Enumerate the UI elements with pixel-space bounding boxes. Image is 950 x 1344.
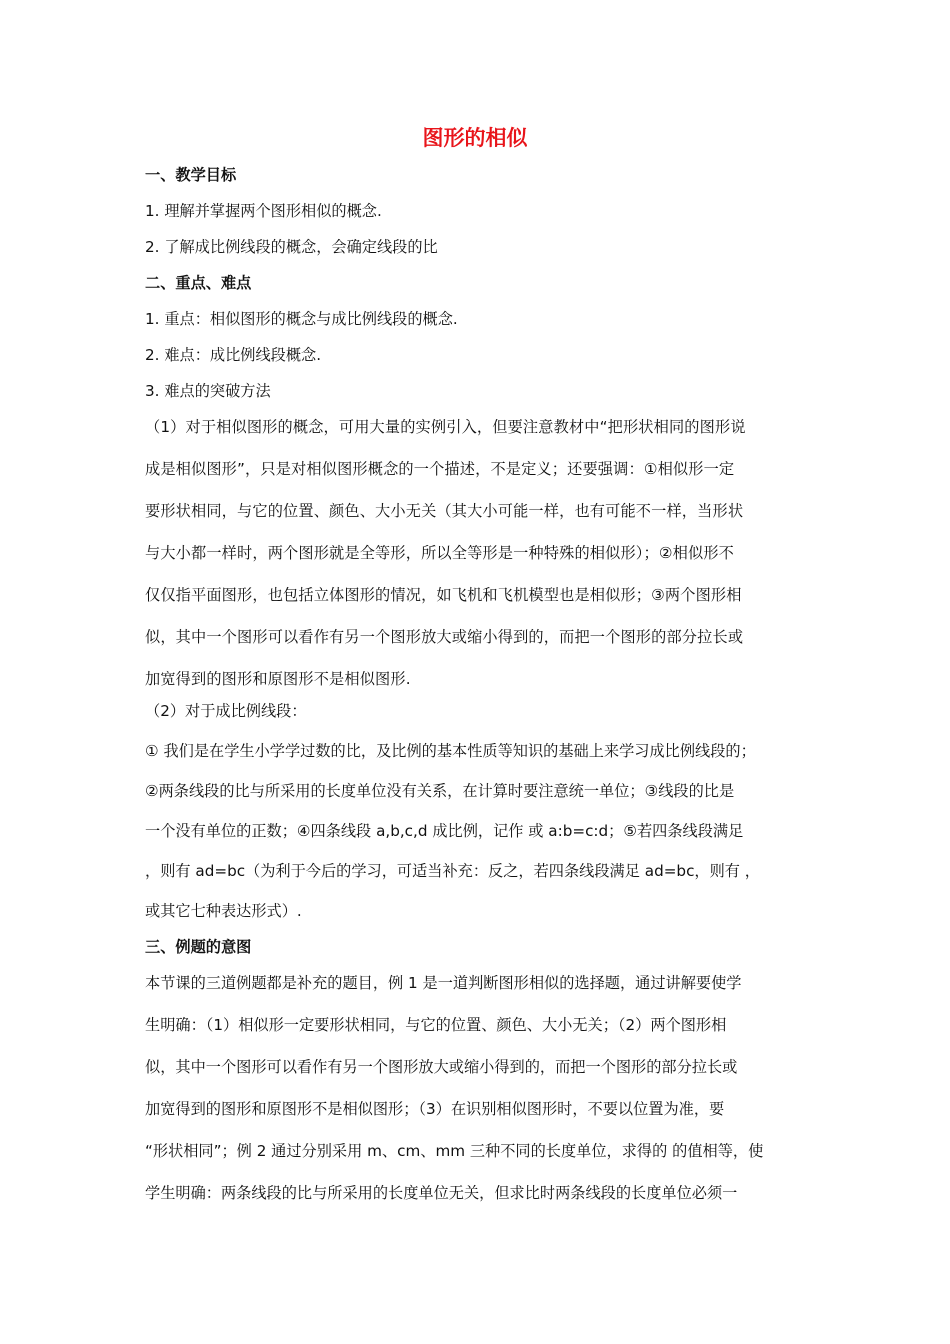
keypoint-item-1: 1. 重点：相似图形的概念与成比例线段的概念. <box>145 310 458 328</box>
paragraph-line: 学生明确：两条线段的比与所采用的长度单位无关，但求比时两条线段的长度单位必须一 <box>145 1184 738 1202</box>
section-heading-examples: 三、例题的意图 <box>145 938 252 956</box>
objective-item-1: 1. 理解并掌握两个图形相似的概念. <box>145 202 382 220</box>
paragraph-line: 与大小都一样时，两个图形就是全等形，所以全等形是一种特殊的相似形）；②相似形不 <box>145 544 734 562</box>
section-heading-objectives: 一、教学目标 <box>145 166 237 184</box>
paragraph-line: 成是相似图形”，只是对相似图形概念的一个描述，不是定义；还要强调：①相似形一定 <box>145 460 735 478</box>
paragraph-line: “形状相同”；例 2 通过分别采用 m、cm、mm 三种不同的长度单位，求得的 的值相等，使 <box>145 1142 764 1160</box>
page-title: 图形的相似 <box>422 126 528 150</box>
keypoint-item-2: 2. 难点：成比例线段概念. <box>145 346 322 364</box>
paragraph-line: ① 我们是在学生小学学过数的比，及比例的基本性质等知识的基础上来学习成比例线段的； <box>145 742 756 760</box>
paragraph-line: 一个没有单位的正数；④四条线段 a,b,c,d 成比例，记作 或 a:b=c:d；⑤若四条线段满足 <box>145 822 744 840</box>
paragraph-line: （1）对于相似图形的概念，可用大量的实例引入，但要注意教材中“把形状相同的图形说 <box>145 418 746 436</box>
section-heading-keypoints: 二、重点、难点 <box>145 274 252 292</box>
paragraph-line: （2）对于成比例线段： <box>145 702 307 720</box>
paragraph-line: 似，其中一个图形可以看作有另一个图形放大或缩小得到的，而把一个图形的部分拉长或 <box>145 628 744 646</box>
objective-item-2: 2. 了解成比例线段的概念，会确定线段的比 <box>145 238 438 256</box>
paragraph-line: 或其它七种表达形式）. <box>145 902 302 920</box>
paragraph-line: ，则有 ad=bc（为利于今后的学习，可适当补充：反之，若四条线段满足 ad=bc，则有 ， <box>145 862 760 880</box>
paragraph-line: 似，其中一个图形可以看作有另一个图形放大或缩小得到的，而把一个图形的部分拉长或 <box>145 1058 738 1076</box>
paragraph-line: 要形状相同，与它的位置、颜色、大小无关（其大小可能一样，也有可能不一样，当形状 <box>145 502 744 520</box>
paragraph-line: 加宽得到的图形和原图形不是相似图形；（3）在识别相似图形时，不要以位置为准，要 <box>145 1100 725 1118</box>
paragraph-line: 加宽得到的图形和原图形不是相似图形. <box>145 670 411 688</box>
paragraph-line: 本节课的三道例题都是补充的题目，例 1 是一道判断图形相似的选择题，通过讲解要使学 <box>145 974 742 992</box>
paragraph-line: 生明确：（1）相似形一定要形状相同，与它的位置、颜色、大小无关；（2）两个图形相 <box>145 1016 727 1034</box>
paragraph-line: ②两条线段的比与所采用的长度单位没有关系，在计算时要注意统一单位；③线段的比是 <box>145 782 735 800</box>
keypoint-item-3: 3. 难点的突破方法 <box>145 382 271 400</box>
paragraph-line: 仅仅指平面图形，也包括立体图形的情况，如飞机和飞机模型也是相似形；③两个图形相 <box>145 586 742 604</box>
